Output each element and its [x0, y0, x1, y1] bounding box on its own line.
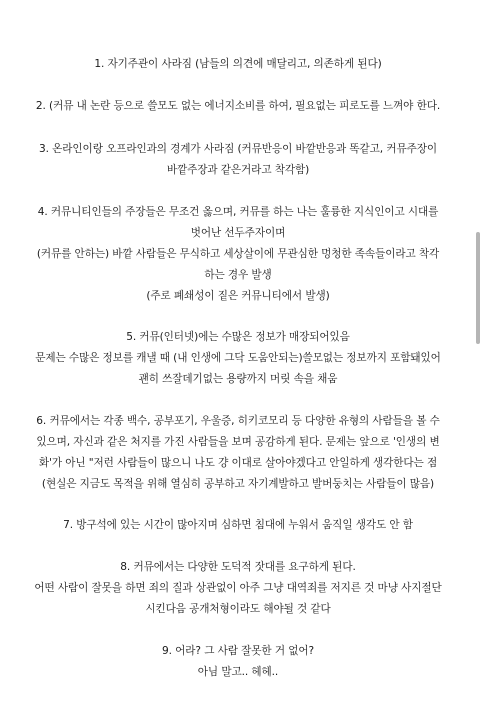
paragraph-1: [10, 54, 466, 75]
text-line: (커뮤를 안하는) 바깥 사람들은 무식하고 세상살이에 무관심한 멍청한 족속들이라고 착각: [36, 248, 440, 260]
text-line: 화'가 아닌 "저런 사람들이 많으니 나도 걍 이대로 살아야겠다고 안일하게 생각한다는 점: [38, 457, 438, 469]
text-line: 벗어난 선두주자이며: [190, 227, 286, 239]
text-line: 아님 말고.. 헤헤..: [197, 666, 279, 678]
paragraph-2: [10, 96, 466, 117]
text-line: 바깥주장과 같은거라고 착각함): [166, 164, 310, 176]
text-line: 5. 커뮤(인터넷)에는 수많은 정보가 매장되어있음: [126, 331, 350, 343]
text-line: 7. 방구석에 있는 시간이 많아지며 심하면 침대에 누워서 움직일 생각도 안 함: [63, 519, 413, 531]
scrollbar-thumb[interactable]: [476, 232, 480, 344]
paragraph-8: [10, 557, 466, 620]
paragraph-7: [10, 515, 466, 536]
text-line: 9. 어라? 그 사람 잘못한 거 없어?: [161, 645, 315, 657]
text-line: 하는 경우 발생: [204, 269, 272, 281]
paragraph-9: [10, 641, 466, 683]
text-line: 2. (커뮤 내 논란 등으로 쓸모도 없는 에너지소비를 하여, 필요없는 피로도를 느껴야 한다.: [35, 100, 441, 112]
paragraph-3: [10, 139, 466, 181]
paragraph-5: [10, 327, 466, 390]
text-line: (주로 폐쇄성이 짙은 커뮤니티에서 발생): [146, 290, 330, 302]
text-line: 3. 온라인이랑 오프라인과의 경계가 사라짐 (커뮤반응이 바깥반응과 똑같고, 커뮤주장이: [38, 143, 438, 155]
text-line: 괜히 쓰잘데기없는 용량까지 머릿 속을 채움: [138, 373, 338, 385]
text-line: 8. 커뮤에서는 다양한 도덕적 잣대를 요구하게 된다.: [120, 561, 356, 573]
text-line: 어떤 사람이 잘못을 하면 죄의 질과 상관없이 아주 그냥 대역죄를 저지른 것 마냥 사지절단: [34, 582, 442, 594]
text-line: 시킨다음 공개처형이라도 해야될 것 같다: [145, 603, 331, 615]
text-line: 있으며, 자신과 같은 처지를 가진 사람들을 보며 공감하게 된다. 문제는 앞으로 '인생의 변: [36, 436, 440, 448]
text-line: 4. 커뮤니티인들의 주장들은 무조건 옳으며, 커뮤를 하는 나는 훌륭한 지식인이고 시대를: [37, 206, 439, 218]
paragraph-6: [10, 411, 466, 495]
paragraph-4: [10, 202, 466, 307]
text-line: (현실은 지금도 목적을 위해 열심히 공부하고 자기계발하고 발버둥치는 사람들이 많음): [41, 478, 435, 490]
text-line: 문제는 수많은 정보를 캐낼 때 (내 인생에 그닥 도움안되는)쓸모없는 정보까지 포함돼있어: [35, 352, 441, 364]
text-line: 1. 자기주관이 사라짐 (남들의 의견에 매달리고, 의존하게 된다): [94, 58, 382, 70]
text-line: 6. 커뮤에서는 각종 백수, 공부포기, 우울증, 히키코모리 등 다양한 유형의 사람들을 볼 수: [36, 415, 440, 427]
